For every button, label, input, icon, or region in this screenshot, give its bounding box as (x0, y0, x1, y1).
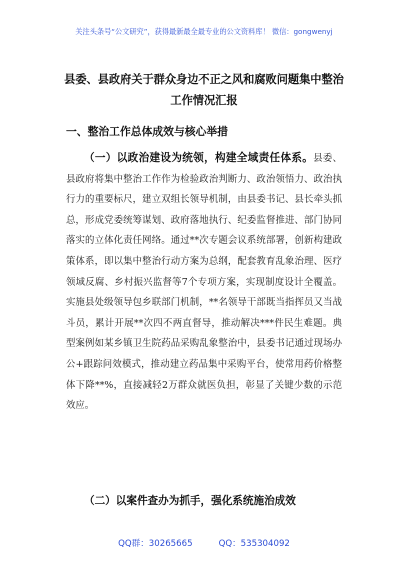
qq-group: QQ群：30265665 (118, 539, 193, 549)
section2-heading: （二）以案件查办为抓手，强化系统施治成效 (84, 495, 296, 507)
promo-header: 关注头条号“公文研究”，获得最新最全最专业的公文资料库！ 微信：gongwenyj (75, 27, 333, 36)
paragraph-1-lead: （一）以政治建设为统领，构建全域责任体系。 (84, 152, 314, 164)
paragraph-1-body: 县委、县政府将集中整治工作作为检验政治判断力、政治领悟力、政治执行力的重要标尺，建立双组长领导机制，由县委书记、县长牵头抓总，形成党委统筹谋划、政府落地执行、纪委监督推进、部门协同落实的立体化责任网络。通过**次专题会议系统部署，创新构建政策体系，即以集中整治行动方案为总纲，配套教育乱象治理、医疗领域反腐、乡村振兴监督等7个专项方案，实现制度设计全覆盖。实施县处级领导包乡联部门机制，**名领导干部既当指挥员又当战斗员，累计开展**次四不两直督导，推动解决***件民生难题。典型案例如某乡镇卫生院药品采购乱象整治中，县委书记通过现场办公+跟踪问效模式，推动建立药品集中采购平台，使常用药价格整体下降**%，直接减轻2万群众就医负担，彰显了关键少数的示范效应。 (66, 153, 342, 412)
document-title-line1: 县委、县政府关于群众身边不正之风和腐败问题集中整治 (64, 73, 344, 86)
qq-number: QQ：535304092 (218, 539, 290, 549)
section1-heading: 一、整治工作总体成效与核心举措 (66, 125, 228, 138)
contact-footer (0, 537, 408, 549)
document-title-line2: 工作情况汇报 (170, 94, 238, 107)
paragraph-1 (66, 148, 342, 417)
